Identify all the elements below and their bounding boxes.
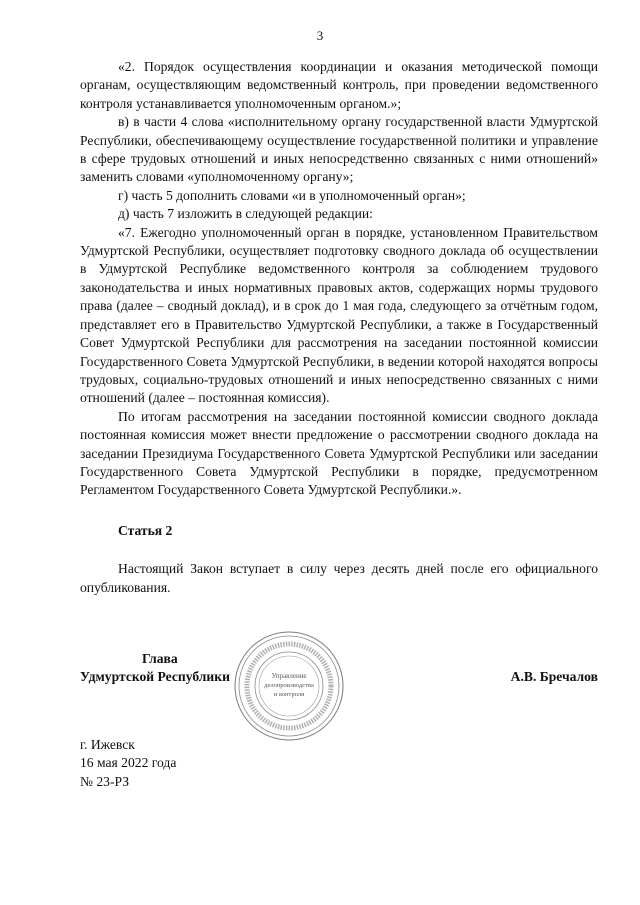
signatory-name: А.В. Бречалов — [510, 669, 598, 684]
signature-role-line2: Удмуртской Республики — [80, 669, 230, 684]
seal-text-line1: Управление — [271, 672, 307, 680]
document-footer — [80, 736, 176, 791]
document-number: № 23-РЗ — [80, 773, 130, 789]
paragraph-1: «2. Порядок осуществления координации и оказания методической помощи органам, осуществляющим ведомственный контроль, при проведении ведомственного контроля устанавливается уполномоченным органом.»; — [80, 59, 598, 111]
seal-text-line2: делопроизводства — [264, 682, 314, 689]
paragraph-6: По итогам рассмотрения на заседании постоянной комиссии сводного доклада постоянная комиссия может внести предложение о рассмотрении сводного доклада на заседании Президиума Государственного Совета Удмуртской Республики или заседании Государственного Совета Удмуртской Республики в порядке, предусмотренном Регламентом Государственного Совета Удмуртской Республики.». — [80, 408, 598, 498]
paragraph-4: д) часть 7 изложить в следующей редакции: — [118, 206, 373, 222]
official-seal — [233, 630, 345, 742]
city: г. Ижевск — [80, 737, 135, 752]
seal-text-line3: и контроля — [273, 691, 305, 698]
paragraph-3: г) часть 5 дополнить словами «и в уполномоченный орган»; — [118, 187, 466, 203]
article-text: Настоящий Закон вступает в силу через десять дней после его официального опубликования. — [80, 561, 598, 595]
document-body — [80, 58, 598, 597]
paragraph-2: в) в части 4 слова «исполнительному органу государственной власти Удмуртской Республики, обеспечивающему осуществление государственной политики и управление в сфере трудовых отношений и иных непосредственно связанных с ними отношений» заменить словами «уполномоченному органу»; — [80, 114, 598, 185]
signature-role-line1: Глава — [142, 651, 178, 666]
paragraph-5: «7. Ежегодно уполномоченный орган в порядке, установленном Правительством Удмуртской Республики, осуществляет подготовку сводного доклада об осуществлении в Удмуртской Республике ведомственного контроля за соблюдением трудового законодательства и иных нормативных правовых актов, содержащих нормы трудового права (далее – сводный доклад), и в срок до 1 мая года, следующего за отчётным годом, представляет его в Правительство Удмуртской Республики, а также в Государственный Совет Удмуртской Республики для рассмотрения на заседании постоянной комиссии Государственного Совета Удмуртской Республики, в ведении которой находятся вопросы трудовых, социально-трудовых отношений и иных непосредственно связанных с ними отношений (далее – постоянная комиссия). — [80, 224, 598, 406]
page-number: 3 — [316, 28, 324, 43]
document-date: 16 мая 2022 года — [80, 755, 177, 771]
article-heading: Статья 2 — [118, 522, 173, 538]
